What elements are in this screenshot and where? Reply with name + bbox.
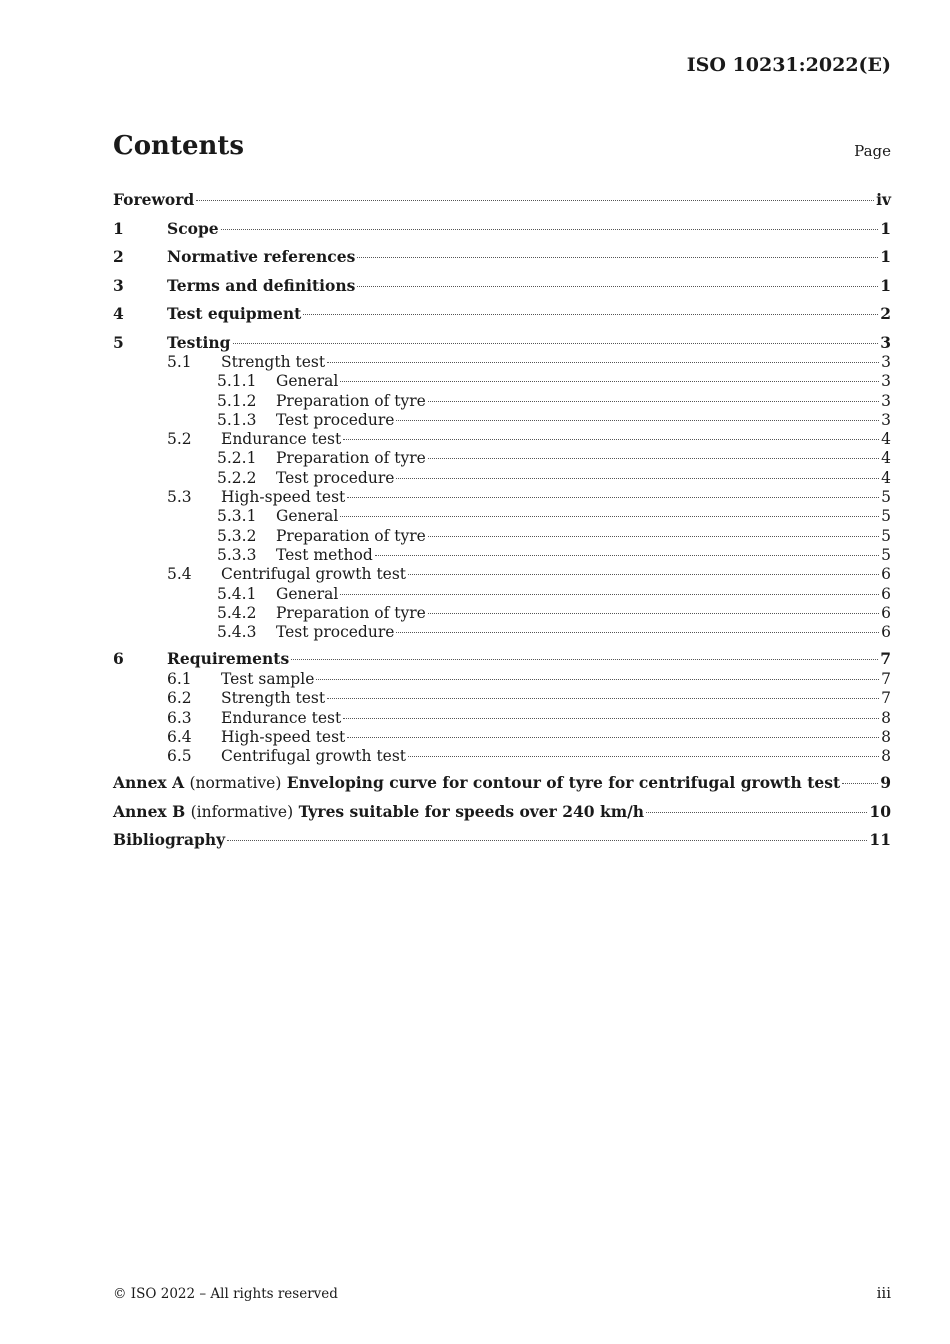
toc-entry-number: 5.4.2 — [217, 603, 257, 622]
annex-label: Annex A — [113, 773, 185, 793]
toc-entry-page: 1 — [880, 247, 891, 266]
toc-entry[interactable] — [113, 272, 891, 301]
toc-entry-number: 1 — [113, 218, 124, 238]
toc-entry-number: 6.2 — [167, 689, 192, 708]
toc-entry[interactable] — [113, 565, 891, 584]
toc-entry-title: High-speed test — [221, 488, 346, 507]
toc-entry[interactable] — [113, 488, 891, 507]
toc-entry-title: Preparation of tyre — [276, 391, 426, 410]
toc-entry-title: Preparation of tyre — [276, 603, 426, 622]
toc-entry-title: Normative references — [167, 247, 356, 266]
toc-entry-title — [113, 798, 644, 827]
toc-entry-title: Terms and definitions — [167, 275, 356, 295]
toc-entry-title: Strength test — [221, 353, 326, 371]
table-of-contents — [113, 186, 891, 855]
toc-entry-page: 7 — [881, 689, 891, 708]
toc-entry-page: 2 — [880, 304, 891, 323]
dot-leader — [221, 229, 879, 230]
dot-leader — [303, 314, 878, 315]
dot-leader — [196, 200, 874, 201]
toc-entry-number: 5.3 — [167, 488, 192, 507]
toc-entry-page: 6 — [881, 584, 891, 603]
toc-entry-title: Centrifugal growth test — [221, 565, 407, 584]
toc-entry[interactable] — [113, 215, 891, 244]
toc-entry-number: 4 — [113, 304, 124, 323]
toc-entry-number: 5.3.3 — [217, 545, 257, 564]
toc-entry-page: 4 — [881, 449, 891, 468]
page-number: iii — [876, 1284, 891, 1302]
toc-entry-number: 5.1.1 — [217, 372, 257, 391]
toc-entry-title: Foreword — [113, 190, 195, 209]
dot-leader — [340, 516, 879, 517]
dot-leader — [396, 420, 879, 421]
toc-entry-page: 4 — [881, 468, 891, 487]
toc-entry-page: 6 — [881, 603, 891, 622]
toc-entry[interactable] — [113, 728, 891, 747]
toc-entry-title: Test sample — [221, 669, 315, 688]
dot-leader — [347, 737, 879, 738]
toc-entry-page: 10 — [869, 801, 891, 821]
toc-entry[interactable] — [113, 353, 891, 372]
dot-leader — [340, 381, 879, 382]
toc-entry-title: Scope — [167, 218, 219, 238]
toc-entry-number: 5.1 — [167, 353, 192, 371]
toc-entry-page: 5 — [881, 488, 891, 507]
annex-type: (normative) — [189, 774, 282, 793]
toc-entry-number: 2 — [113, 247, 124, 266]
toc-entry-title: Bibliography — [113, 830, 226, 850]
toc-entry-number: 6 — [113, 649, 124, 669]
toc-entry-title — [113, 769, 840, 798]
toc-entry-title: Test procedure — [276, 468, 395, 487]
toc-entry[interactable] — [113, 798, 891, 827]
dot-leader — [646, 812, 867, 813]
toc-entry-title: Preparation of tyre — [276, 526, 426, 545]
toc-entry-number: 5.2.2 — [217, 468, 257, 487]
toc-entry[interactable] — [113, 826, 891, 855]
dot-leader — [316, 679, 879, 680]
toc-entry-title: Test method — [276, 545, 373, 564]
toc-entry-title: Endurance test — [221, 430, 342, 449]
toc-entry-page: 3 — [881, 391, 891, 410]
toc-entry-number: 5.4.3 — [217, 623, 257, 642]
toc-entry-page: 8 — [881, 708, 891, 727]
toc-entry[interactable] — [113, 186, 891, 215]
toc-entry-page: 8 — [881, 747, 891, 766]
toc-entry-number: 6.5 — [167, 747, 192, 766]
toc-entry-title: Test equipment — [167, 304, 302, 323]
dot-leader — [291, 659, 878, 660]
toc-entry-number: 5 — [113, 332, 124, 352]
toc-entry-number: 5.4.1 — [217, 584, 257, 603]
toc-entry[interactable] — [113, 769, 891, 798]
toc-entry-title: Test procedure — [276, 410, 395, 429]
toc-entry-title: Test procedure — [276, 623, 395, 642]
toc-entry[interactable] — [113, 527, 891, 546]
toc-entry[interactable] — [113, 546, 891, 565]
toc-entry-page: 1 — [880, 275, 891, 295]
dot-leader — [340, 594, 879, 595]
toc-entry-page: 7 — [880, 649, 891, 669]
dot-leader — [233, 343, 879, 344]
dot-leader — [327, 698, 879, 699]
dot-leader — [408, 574, 879, 575]
toc-entry-title: General — [276, 372, 339, 391]
toc-entry-page: 3 — [881, 372, 891, 391]
page-column-label: Page — [854, 142, 891, 160]
toc-entry[interactable] — [113, 604, 891, 623]
toc-entry[interactable] — [113, 747, 891, 766]
annex-title: Tyres suitable for speeds over 240 km/h — [298, 801, 645, 821]
toc-entry-number: 5.2 — [167, 430, 192, 449]
toc-entry-title: Testing — [167, 332, 231, 352]
toc-entry[interactable] — [113, 300, 891, 329]
toc-entry[interactable] — [113, 449, 891, 468]
toc-entry[interactable] — [113, 411, 891, 430]
toc-entry[interactable] — [113, 392, 891, 411]
toc-entry-page: 3 — [881, 353, 891, 371]
document-id: ISO 10231:2022(E) — [686, 54, 891, 76]
annex-type: (informative) — [190, 802, 294, 821]
toc-entry-page: 3 — [881, 410, 891, 429]
dot-leader — [357, 257, 878, 258]
toc-entry-page: 3 — [880, 332, 891, 352]
dot-leader — [343, 439, 879, 440]
dot-leader — [428, 458, 879, 459]
toc-entry-number: 5.1.3 — [217, 410, 257, 429]
toc-entry-title: Preparation of tyre — [276, 449, 426, 468]
toc-entry-number: 5.4 — [167, 565, 192, 584]
toc-entry-title: General — [276, 584, 339, 603]
toc-entry-title: High-speed test — [221, 727, 346, 746]
toc-entry-page: 6 — [881, 565, 891, 584]
toc-entry[interactable] — [113, 623, 891, 642]
dot-leader — [408, 756, 879, 757]
toc-entry-page: 7 — [881, 669, 891, 688]
toc-entry-title: Strength test — [221, 689, 326, 708]
toc-entry[interactable] — [113, 709, 891, 728]
dot-leader — [428, 536, 879, 537]
toc-entry-page: iv — [876, 190, 891, 209]
dot-leader — [428, 613, 879, 614]
toc-entry[interactable] — [113, 689, 891, 708]
toc-entry-title: Endurance test — [221, 708, 342, 727]
copyright-notice: © ISO 2022 – All rights reserved — [113, 1286, 338, 1302]
toc-entry-number: 6.3 — [167, 708, 192, 727]
toc-entry-title: Centrifugal growth test — [221, 747, 407, 766]
toc-entry[interactable] — [113, 585, 891, 604]
toc-entry-page: 4 — [881, 430, 891, 449]
dot-leader — [842, 783, 878, 784]
dot-leader — [347, 497, 879, 498]
dot-leader — [357, 286, 878, 287]
toc-entry-page: 5 — [881, 526, 891, 545]
annex-label: Annex B — [113, 801, 186, 821]
dot-leader — [343, 718, 879, 719]
toc-entry-page: 1 — [880, 218, 891, 238]
toc-entry-title: Requirements — [167, 649, 290, 669]
toc-entry[interactable] — [113, 670, 891, 689]
dot-leader — [396, 478, 879, 479]
annex-title: Enveloping curve for contour of tyre for centrifugal growth test — [286, 773, 841, 793]
toc-entry[interactable] — [113, 469, 891, 488]
toc-entry-page: 9 — [880, 773, 891, 793]
toc-entry-number: 5.1.2 — [217, 391, 257, 410]
toc-entry-page: 5 — [881, 507, 891, 526]
page-title: Contents — [113, 131, 245, 161]
toc-entry[interactable] — [113, 430, 891, 449]
toc-entry-number: 6.4 — [167, 727, 192, 746]
toc-entry-number: 5.3.2 — [217, 526, 257, 545]
dot-leader — [227, 840, 867, 841]
toc-entry[interactable] — [113, 372, 891, 391]
dot-leader — [327, 362, 879, 363]
toc-entry-number: 5.3.1 — [217, 507, 257, 526]
toc-entry-page: 11 — [869, 830, 891, 850]
toc-entry-number: 3 — [113, 275, 124, 295]
toc-entry-number: 6.1 — [167, 669, 192, 688]
toc-entry-page: 6 — [881, 623, 891, 642]
toc-entry[interactable] — [113, 507, 891, 526]
toc-entry-page: 8 — [881, 727, 891, 746]
toc-entry[interactable] — [113, 243, 891, 272]
toc-entry-number: 5.2.1 — [217, 449, 257, 468]
dot-leader — [396, 632, 879, 633]
dot-leader — [375, 555, 879, 556]
toc-entry-page: 5 — [881, 545, 891, 564]
dot-leader — [428, 401, 879, 402]
toc-entry-title: General — [276, 507, 339, 526]
